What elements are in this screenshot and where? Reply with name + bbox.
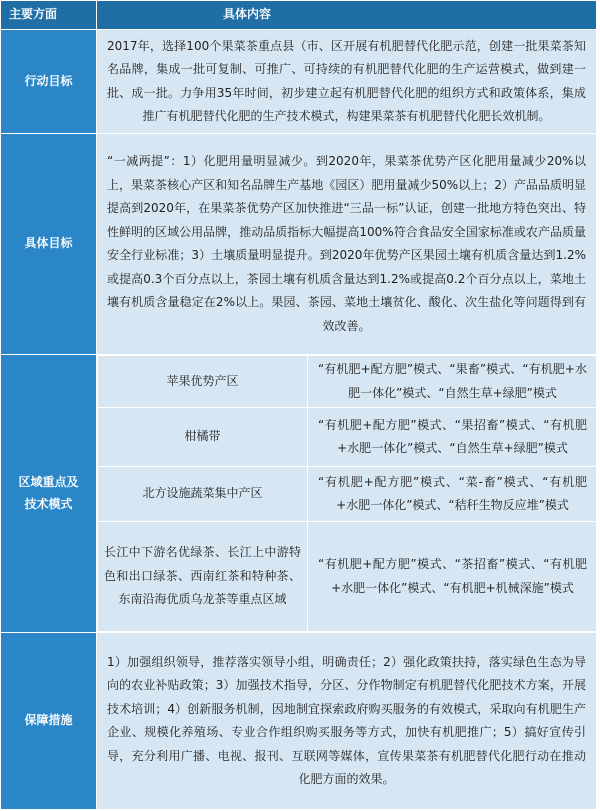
region-name: 苹果优势产区: [98, 356, 308, 408]
table-row: [1, 134, 597, 355]
row-label-safeguards: 保障措施: [1, 633, 97, 810]
table-row: [1, 355, 597, 633]
regional-subtable-cell: [97, 355, 597, 633]
region-name: 长江中下游名优绿茶、长江上中游特色和出口绿茶、西南红茶和特种茶、东南沿海优质乌龙茶等重点区域: [98, 522, 308, 632]
region-mode: “有机肥+配方肥”模式、“菜-畜”模式、“有机肥+水肥一体化”模式、“秸秆生物反应堆”模式: [308, 467, 598, 522]
table-row: [1, 30, 597, 134]
table-row: [1, 633, 597, 810]
regional-subtable: [97, 355, 598, 632]
row-label-specific-goal: 具体目标: [1, 134, 97, 355]
region-row: [98, 467, 598, 522]
region-row: [98, 408, 598, 467]
table-header-row: [1, 1, 597, 30]
region-mode: “有机肥+配方肥”模式、“茶招畜”模式、“有机肥+水肥一体化”模式、“有机肥+机械深施”模式: [308, 522, 598, 632]
row-label-action-goal: 行动目标: [1, 30, 97, 134]
row-content-specific-goal: “一减两提”：1）化肥用量明显减少。到2020年，果菜茶优势产区化肥用量减少20%以上，果菜茶核心产区和知名品牌生产基地《园区）肥用量减少50%以上；2）产品品质明显提高到2020年，在果菜茶优势产区加快推进“三品一标”认证，创建一批地方特色突出、特性鲜明的区域公用品牌，推动品质指标大幅提高100%符合食品安全国家标准或农产品质量安全行业标准；3）土壤质量明显提升。到2020年优势产区果园土壤有机质含量达到1.2%或提高0.3个百分点以上，茶园土壤有机质含量达到1.2%或提高0.2个百分点以上，菜地土壤有机质含量稳定在2%以上。果园、茶园、菜地土壤贫化、酸化、次生盐化等问题得到有效改善。: [97, 134, 597, 355]
row-content-action-goal: 2017年，选择100个果菜茶重点县（市、区开展有机肥替代化肥示范，创建一批果菜茶知名品牌，集成一批可复制、可推广、可持续的有机肥替代化肥的生产运营模式，做到建一批、成一批。力争用35年时间，初步建立起有机肥替代化肥的组织方式和政策体系，集成推广有机肥替代化肥的生产技术模式，构建果菜茶有机肥替代化肥长效机制。: [97, 30, 597, 134]
region-row: [98, 356, 598, 408]
header-aspect: 主要方面: [1, 1, 97, 30]
region-mode: “有机肥+配方肥”模式、“果畜”模式、“有机肥+水肥一体化”模式、“自然生草+绿肥”模式: [308, 356, 598, 408]
header-content: 具体内容: [97, 1, 597, 30]
region-mode: “有机肥+配方肥”模式、“果招畜”模式、“有机肥+水肥一体化”模式、“自然生草+绿肥”模式: [308, 408, 598, 467]
region-name: 北方设施蔬菜集中产区: [98, 467, 308, 522]
row-content-safeguards: 1）加强组织领导，推荐落实领导小组，明确责任；2）强化政策扶持，落实绿色生态为导向的农业补贴政策；3）加强技术指导，分区、分作物制定有机肥替代化肥技术方案，开展技术培训；4）创新服务机制，因地制宜探索政府购买服务的有效模式，采取向有机肥生产企业、规模化养殖场、专业合作组织购买服务等方式，加快有机肥推广；5）搞好宣传引导，充分利用广播、电视、报刊、互联网等媒体，宣传果菜茶有机肥替代化肥行动在推动化肥方面的效果。: [97, 633, 597, 810]
region-name: 柑橘带: [98, 408, 308, 467]
row-label-regional-focus: 区域重点及技术模式: [1, 355, 97, 633]
region-row: [98, 522, 598, 632]
